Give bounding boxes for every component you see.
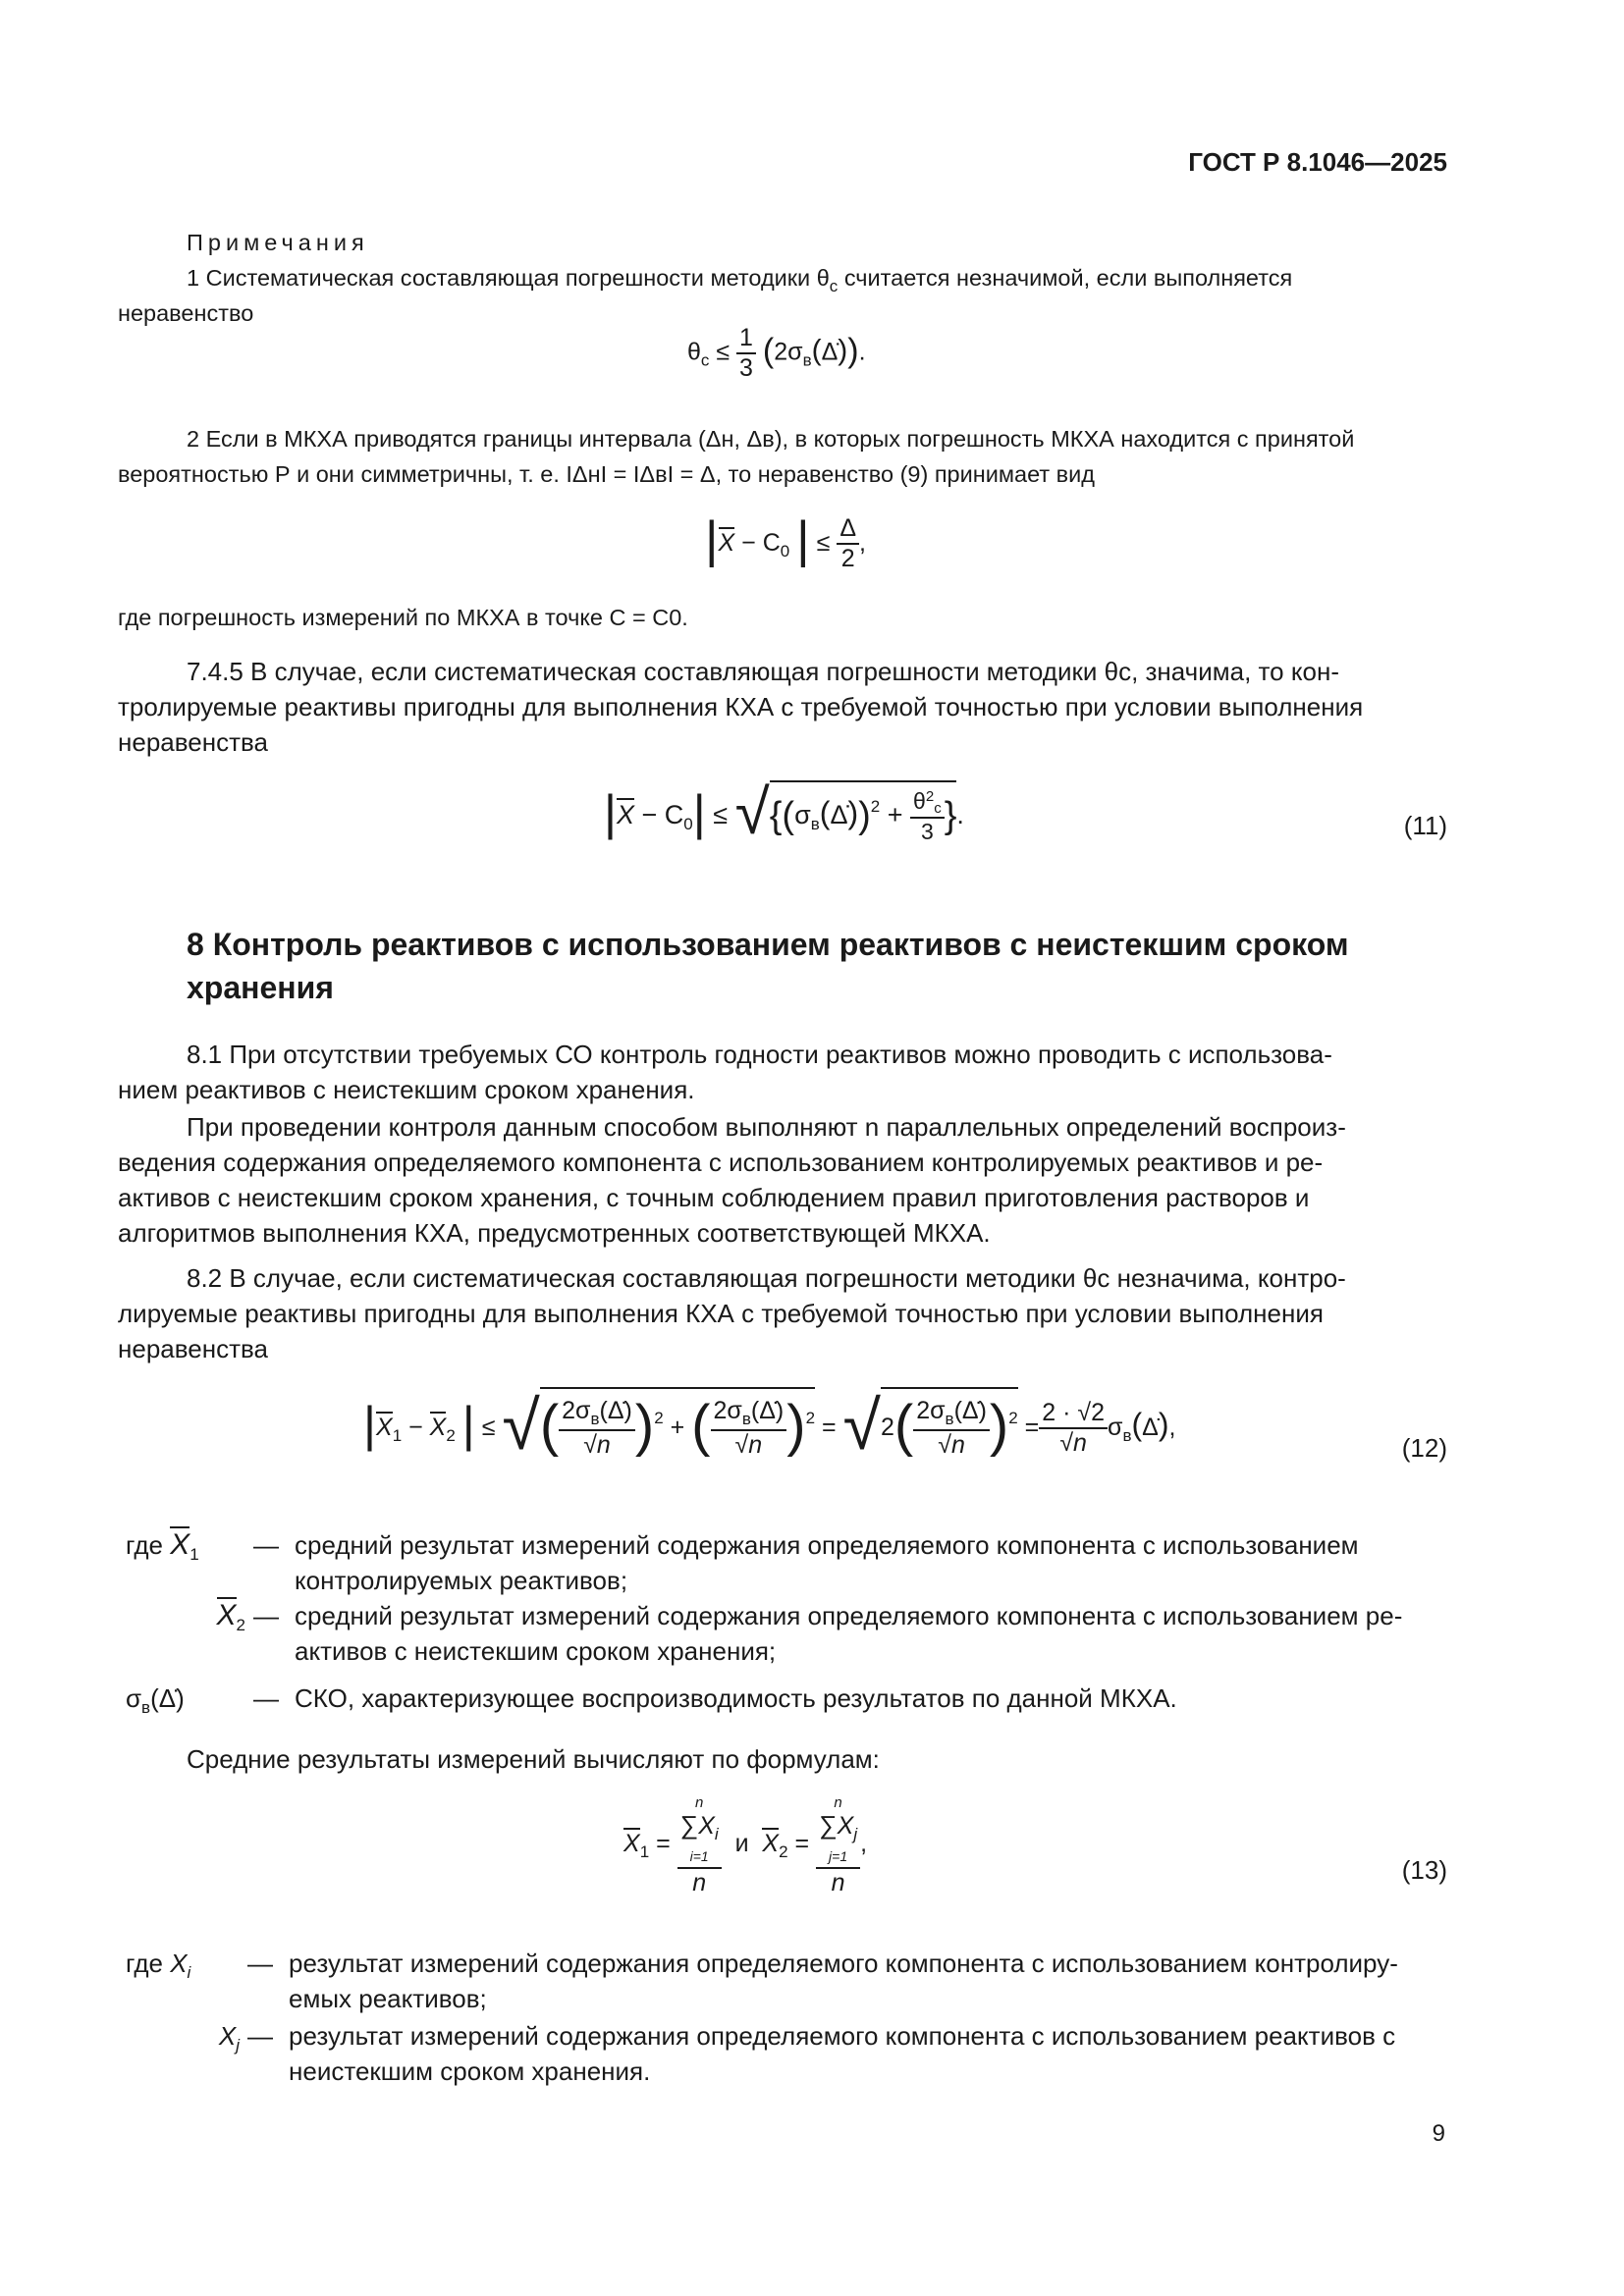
- note-2-line1: 2 Если в МКХА приводятся границы интервала (Δн, Δв), в которых погрешность МКХА находится с принятой: [187, 426, 1355, 452]
- notes-heading: Примечания: [187, 230, 369, 255]
- equation-number-11: (11): [1403, 811, 1447, 840]
- note-2-line3: где погрешность измерений по МКХА в точке С = С0.: [118, 605, 688, 630]
- para-8-1-line1: 8.1 При отсутствии требуемых СО контроль годности реактивов можно проводить с использова-: [187, 1040, 1332, 1069]
- formula-note1: $\theta_с$ ≤ $\frac{1}{3}$ $(2\sigma_в(\Deltȧ))$.: [687, 324, 866, 382]
- formula-11: $|X - C_0|$ ≤ $√\{(\sigma_в(\Deltȧ))^2$ + $\frac{\theta^2с}{3}$ }.: [604, 776, 964, 847]
- para-control-line3: активов с неистекшим сроком хранения, с точным соблюдением правил приготовления растворов и: [118, 1183, 1310, 1212]
- formula-note2: $|X - C_0$ | ≤ $\frac{\Delta}{2}$ ,: [705, 511, 866, 573]
- note-1-line2: неравенство: [118, 300, 254, 326]
- para-control-line2: ведения содержания определяемого компонента с использованием контролируемых реактивов и ре-: [118, 1148, 1324, 1177]
- para-8-2-line3: неравенства: [118, 1334, 268, 1363]
- para-8-1-line2: нием реактивов с неистекшим сроком хранения.: [118, 1075, 695, 1104]
- para-control-line1: При проведении контроля данным способом выполняют n параллельных определений воспроиз-: [187, 1112, 1346, 1142]
- equation-number-12: (12): [1401, 1433, 1447, 1463]
- para-control-line4: алгоритмов выполнения КХА, предусмотренных соответствующей МКХА.: [118, 1218, 991, 1248]
- para-8-2-line1: 8.2 В случае, если систематическая составляющая погрешности методики θс незначима, контро-: [187, 1263, 1346, 1293]
- where-x2: $X_2$ — средний результат измерений содержания определяемого компонента с использованием ре- активов с неистекшим сроком хранения;: [216, 1599, 1403, 1666]
- where-xj: $X_j$ — результат измерений содержания определяемого компонента с использованием реактивов с неистекшим сроком хранения.: [218, 2021, 1396, 2086]
- section-8-title-line2: хранения: [187, 970, 334, 1005]
- section-8-title-line1: 8 Контроль реактивов с использованием реактивов с неистекшим сроком: [187, 927, 1349, 962]
- para-7-4-5-line1: 7.4.5 В случае, если систематическая составляющая погрешности методики θс, значима, то кон-: [187, 657, 1339, 686]
- where-x1: где $X_1$ — средний результат измерений содержания определяемого компонента с использованием контролируемых реактивов;: [126, 1528, 1359, 1595]
- where-xi: где $X_i$ — результат измерений содержания определяемого компонента с использованием контролиру- емых реактивов;: [126, 1949, 1398, 2013]
- para-7-4-5-line2: тролируемые реактивы пригодны для выполнения КХА с требуемой точностью при условии выполнения: [118, 692, 1364, 721]
- document-id: ГОСТ Р 8.1046—2025: [1188, 147, 1447, 177]
- para-8-2-line2: лируемые реактивы пригодны для выполнения КХА с требуемой точностью при условии выполнения: [118, 1299, 1324, 1328]
- para-mean: Средние результаты измерений вычисляют по формулам:: [187, 1744, 880, 1774]
- page-number: 9: [1432, 2120, 1445, 2147]
- formula-13: $X_1$ = n $\sum X_i$ i=1 n и $X_2$ = n $\sum X_j$ j=1 n ,: [623, 1794, 868, 1896]
- note-2-line2: вероятностью Р и они симметричны, т. е. IΔнI = IΔвI = Δ, то неравенство (9) принимает вид: [118, 461, 1095, 487]
- equation-number-13: (13): [1401, 1855, 1447, 1885]
- where-sigma: $\sigma_в(\Deltȧ)$ — СКО, характеризующее воспроизводимость результатов по данной МКХА.: [126, 1683, 1177, 1717]
- para-7-4-5-line3: неравенства: [118, 727, 268, 757]
- note-1: 1 Систематическая составляющая погрешности методики $\theta_с$ считается незначимой, если выполняется: [187, 265, 1293, 295]
- formula-12: $|X_1 - X_2$ | ≤ √( $\frac{2\sigma_в(\Deltȧ)}{√n}$ )$^2$ + ( $\frac{2\sigma_в(\Deltȧ)}{√n}$ )$^2$ = √2( $\frac{2\sigma_в(\Deltȧ)}{√n}$ )$^2$ = $\frac{2 \cdot √2}{√n}$ $\sigma_в(\Deltȧ)$,: [363, 1387, 1176, 1464]
